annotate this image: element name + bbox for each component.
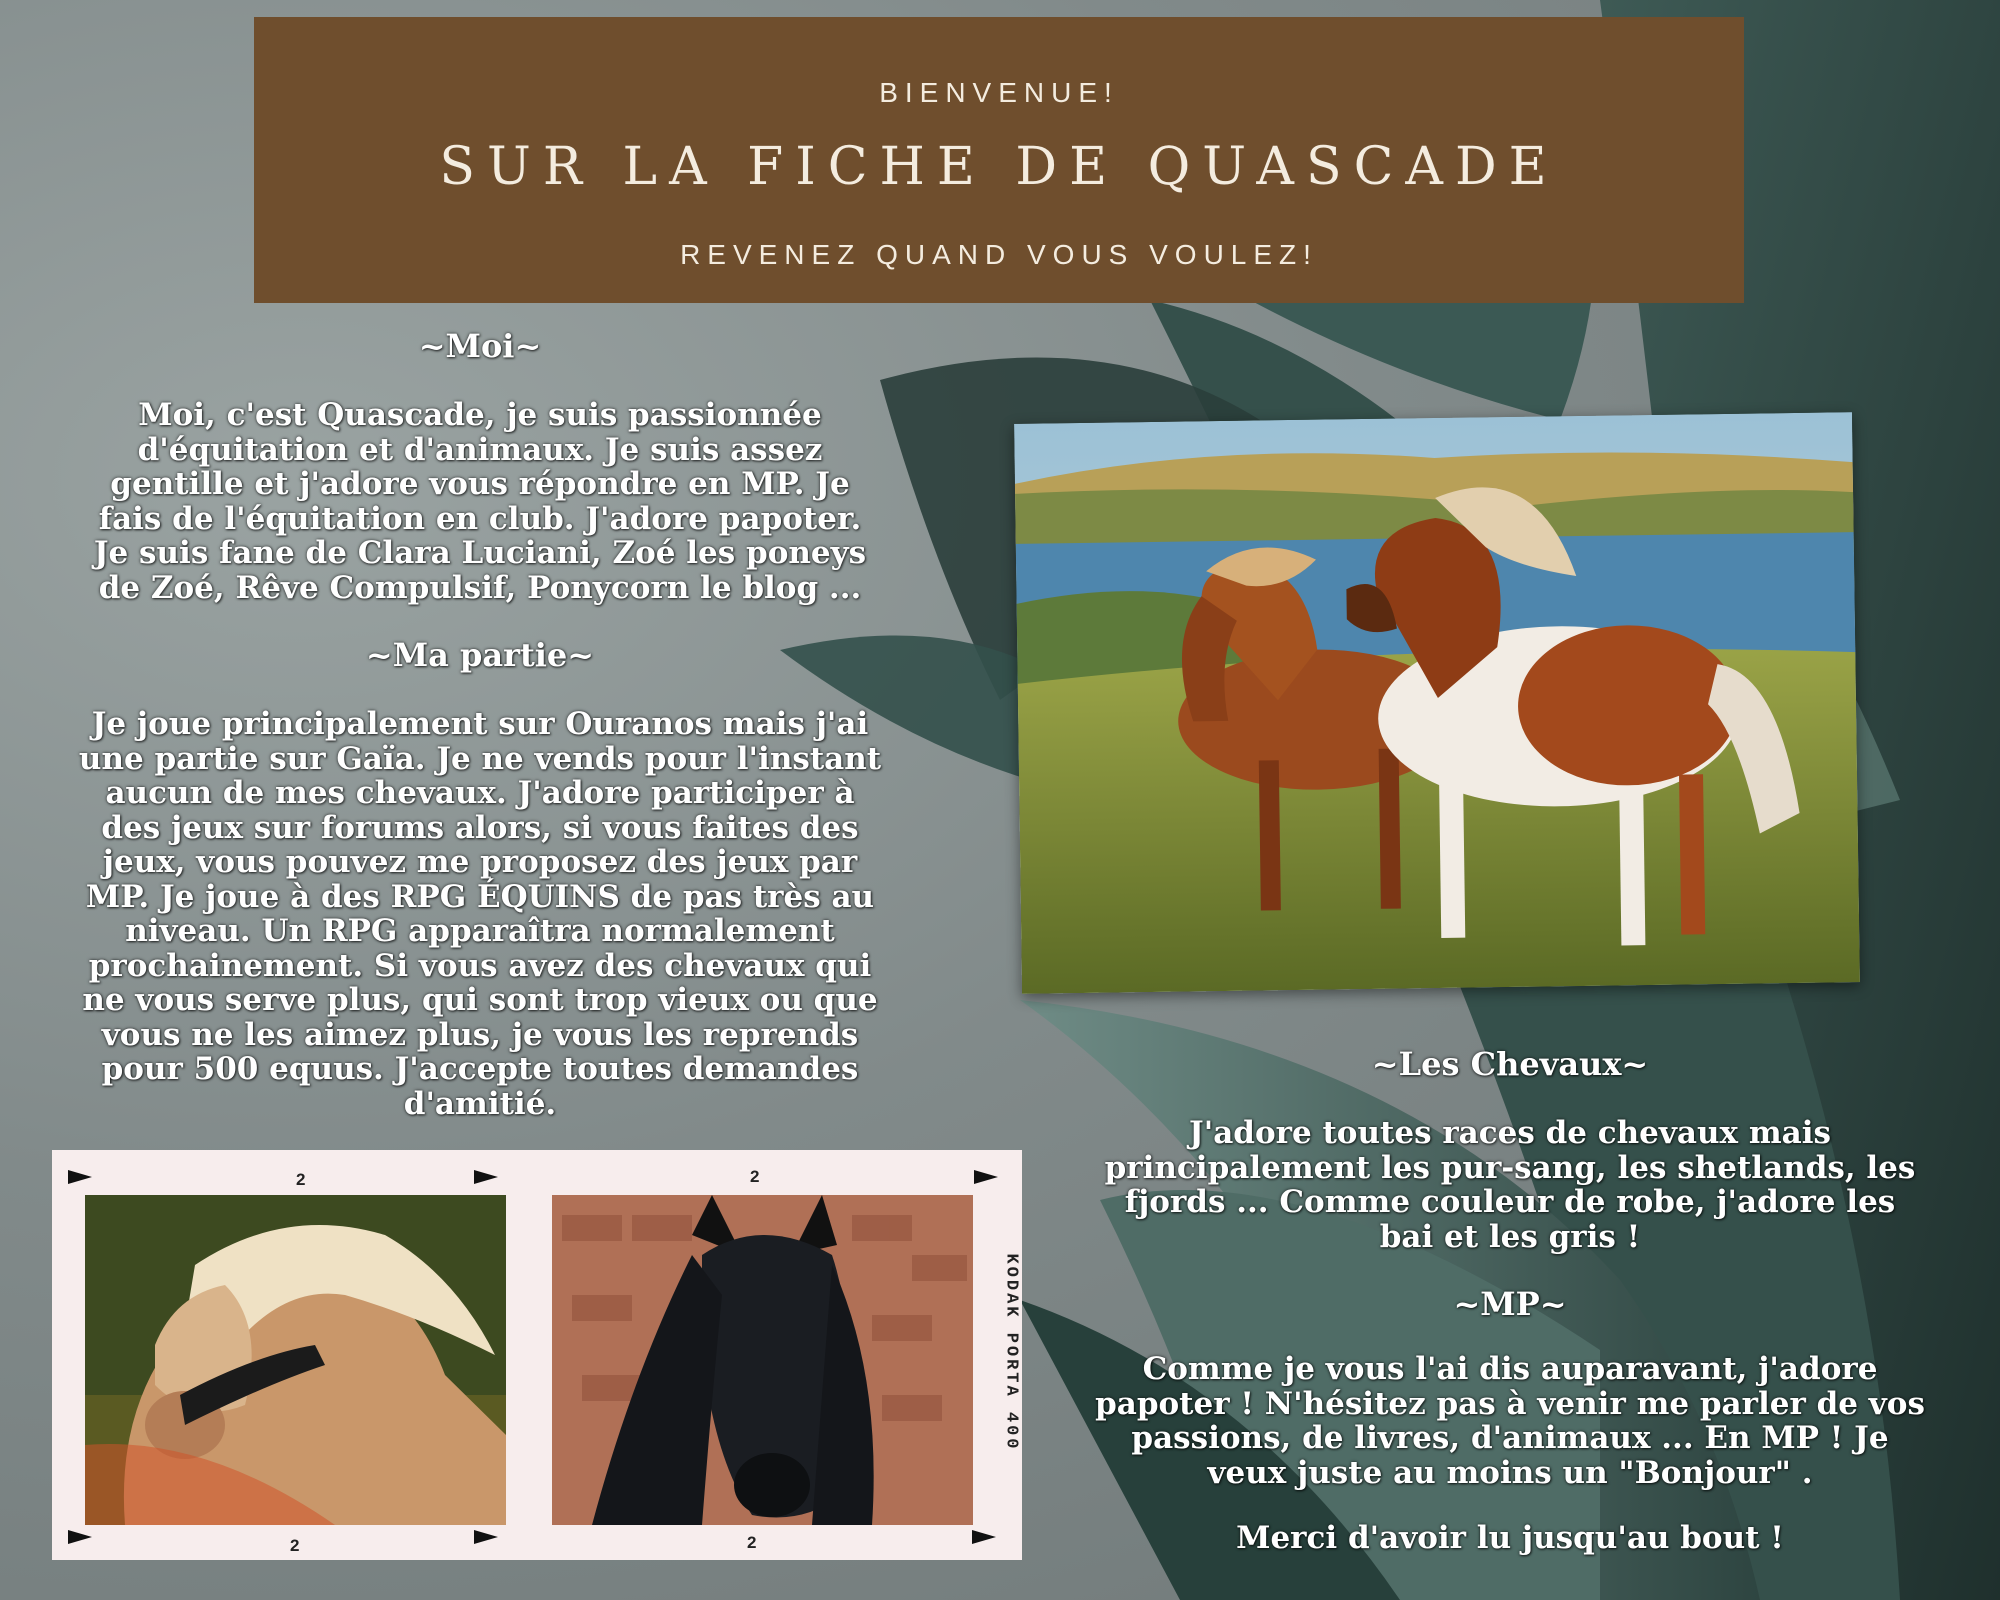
partie-line: pour 500 equus. J'accepte toutes demandes	[101, 1051, 859, 1087]
film-arrow-icon	[68, 1170, 92, 1184]
section-heading-chevaux: ~Les Chevaux~	[1371, 1045, 1649, 1083]
partie-line: ne vous serve plus, qui sont trop vieux ou que	[82, 982, 878, 1018]
film-frame-number: 2	[290, 1536, 300, 1555]
section-body-partie	[40, 707, 920, 1121]
ponies-illustration	[1014, 412, 1860, 994]
film-arrow-icon	[474, 1170, 498, 1184]
section-body-chevaux	[1060, 1116, 1960, 1254]
partie-line: niveau. Un RPG apparaîtra normalement	[125, 913, 835, 949]
banner-title: SUR LA FICHE DE QUASCADE	[439, 137, 1559, 197]
section-heading-moi: ~Moi~	[418, 327, 542, 365]
chevaux-line: J'adore toutes races de chevaux mais	[1189, 1115, 1831, 1151]
film-frame-number: 2	[750, 1167, 760, 1186]
partie-line: Je joue principalement sur Ouranos mais j'ai	[91, 706, 869, 742]
film-frame-fjord	[85, 1195, 506, 1525]
black-horse-illustration	[552, 1195, 973, 1525]
mp-line: veux juste au moins un "Bonjour" .	[1207, 1454, 1813, 1491]
moi-line: d'équitation et d'animaux. Je suis assez	[137, 431, 823, 468]
film-frame-number: 2	[747, 1533, 757, 1552]
partie-line: vous ne les aimez plus, je vous les reprends	[101, 1016, 859, 1053]
moi-line: gentille et j'adore vous répondre en MP. Je	[110, 466, 850, 502]
mp-line: passions, de livres, d'animaux ... En MP ! Je	[1131, 1420, 1889, 1456]
partie-line: une partie sur Gaïa. Je ne vends pour l'instant	[78, 740, 882, 777]
partie-line: aucun de mes chevaux. J'adore participer à	[105, 775, 855, 811]
film-arrow-icon	[972, 1530, 996, 1544]
partie-line: d'amitié.	[403, 1085, 557, 1122]
section-body-mp	[1060, 1352, 1960, 1490]
section-body-moi	[50, 398, 910, 605]
partie-line: prochainement. Si vous avez des chevaux qui	[88, 947, 872, 984]
welcome-banner	[254, 17, 1744, 303]
mp-line: Comme je vous l'ai dis auparavant, j'adore	[1142, 1351, 1878, 1387]
banner-subtitle: REVENEZ QUAND VOUS VOULEZ!	[680, 239, 1318, 270]
film-frame-black-horse	[552, 1195, 973, 1525]
fjord-horse-illustration	[85, 1195, 506, 1525]
section-heading-mp: ~MP~	[1453, 1285, 1567, 1323]
film-arrow-icon	[68, 1530, 92, 1544]
filmstrip	[52, 1150, 1022, 1560]
moi-line: fais de l'équitation en club. J'adore papoter.	[98, 500, 862, 537]
partie-line: des jeux sur forums alors, si vous faites des	[101, 809, 859, 846]
mp-line: papoter ! N'hésitez pas à venir me parler de vos	[1095, 1385, 1925, 1422]
moi-line: de Zoé, Rêve Compulsif, Ponycorn le blog ...	[98, 569, 862, 606]
ponies-photo	[1014, 412, 1860, 994]
chevaux-line: fjords ... Comme couleur de robe, j'adore les	[1124, 1184, 1896, 1220]
banner-welcome: BIENVENUE!	[879, 77, 1119, 108]
film-arrow-icon	[974, 1170, 998, 1184]
chevaux-line: bai et les gris !	[1379, 1218, 1641, 1255]
film-side-label: KODAK PORTA 400	[1001, 1253, 1021, 1452]
chevaux-line: principalement les pur-sang, les shetlands, les	[1104, 1149, 1916, 1186]
section-heading-partie: ~Ma partie~	[365, 636, 595, 674]
partie-line: MP. Je joue à des RPG ÉQUINS de pas très au	[85, 878, 875, 915]
film-frame-number: 2	[296, 1170, 306, 1189]
moi-line: Moi, c'est Quascade, je suis passionnée	[138, 397, 822, 433]
moi-line: Je suis fane de Clara Luciani, Zoé les poneys	[93, 535, 867, 571]
film-arrow-icon	[474, 1530, 498, 1544]
closing-line: Merci d'avoir lu jusqu'au bout !	[1236, 1520, 1784, 1556]
partie-line: jeux, vous pouvez me proposez des jeux par	[102, 844, 858, 880]
